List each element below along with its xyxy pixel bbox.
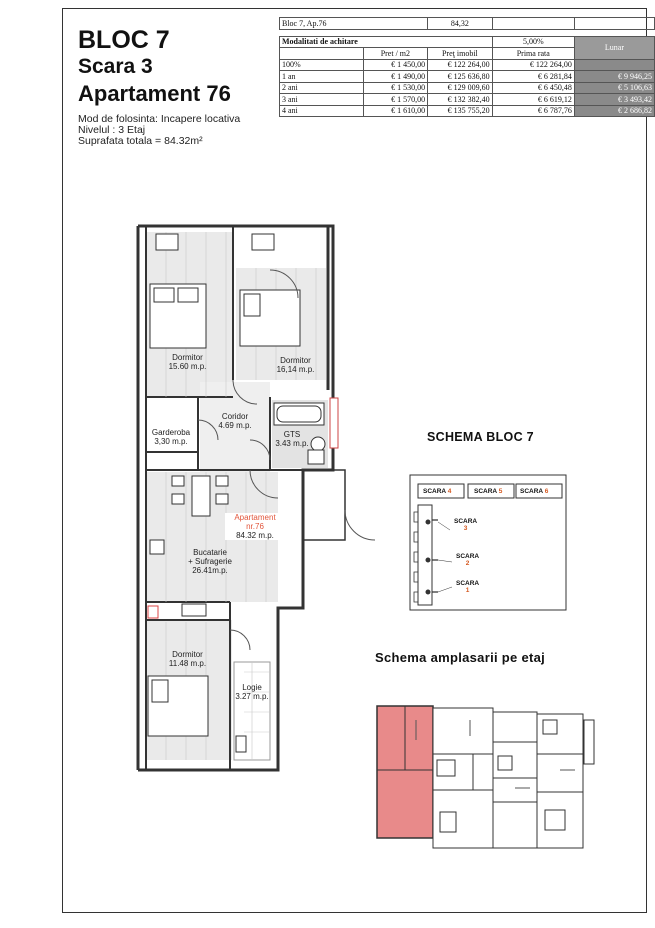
discount: 5,00% [492,36,574,48]
ref-label: Bloc 7, Ap.76 [280,18,428,30]
scara-4-label: SCARA 4 [423,488,452,495]
schema-bloc-title: SCHEMA BLOC 7 [427,430,534,444]
ref-area: 84,32 [428,18,493,30]
bucatarie-label: Bucatarie + Sufragerie 26.41m.p. [188,548,232,575]
table-row: 1 an € 1 490,00 € 125 636,80 € 6 281,84 € 9 946,25 [280,71,655,83]
bloc-title: BLOC 7 [78,26,170,54]
apartament-label: Apartament nr.76 84.32 m.p. [225,513,285,540]
garderoba-label: Garderoba 3,30 m.p. [151,428,191,446]
scara-5-label: SCARA 5 [474,488,503,495]
schema-etaj-title: Schema amplasarii pe etaj [375,650,546,665]
scara-1-label: SCARA 1 [456,580,480,594]
scara-3-label: SCARA 3 [454,518,478,532]
logie-label: Logie 3.27 m.p. [235,683,269,701]
table-row: 4 ani € 1 610,00 € 135 755,20 € 6 787,76 € 2 686,82 [280,105,655,117]
scara-2-label: SCARA 2 [456,553,480,567]
col-pret-imobil: Preţ imobil [428,48,493,60]
coridor-label: Coridor 4.69 m.p. [218,412,252,430]
apartament-title: Apartament 76 [78,81,231,106]
col-pret-m2: Pret / m2 [363,48,427,60]
suprafata: Suprafata totala = 84.32m² [78,135,203,147]
gts-label: GTS 3.43 m.p. [275,430,309,448]
lunar-header: Lunar [574,36,654,59]
table-row: 100% € 1 450,00 € 122 264,00 € 122 264,00 [280,59,655,71]
scara-title: Scara 3 [78,55,153,78]
modalitati-label: Modalitati de achitare [280,36,493,48]
scara-6-label: SCARA 6 [520,488,549,495]
table-row: 3 ani € 1 570,00 € 132 382,40 € 6 619,12 € 3 493,42 [280,94,655,106]
col-prima-rata: Prima rata [492,48,574,60]
dormitor1-label: Dormitor 15.60 m.p. [168,353,207,371]
nivelul: Nivelul : 3 Etaj [78,124,146,136]
dormitor3-label: Dormitor 11.48 m.p. [168,650,207,668]
dormitor2-label: Dormitor 16,14 m.p. [276,356,315,374]
mod-folosinta: Mod de folosinta: Incapere locativa [78,113,241,125]
table-row: 2 ani € 1 530,00 € 129 009,60 € 6 450,48 € 5 106,63 [280,82,655,94]
